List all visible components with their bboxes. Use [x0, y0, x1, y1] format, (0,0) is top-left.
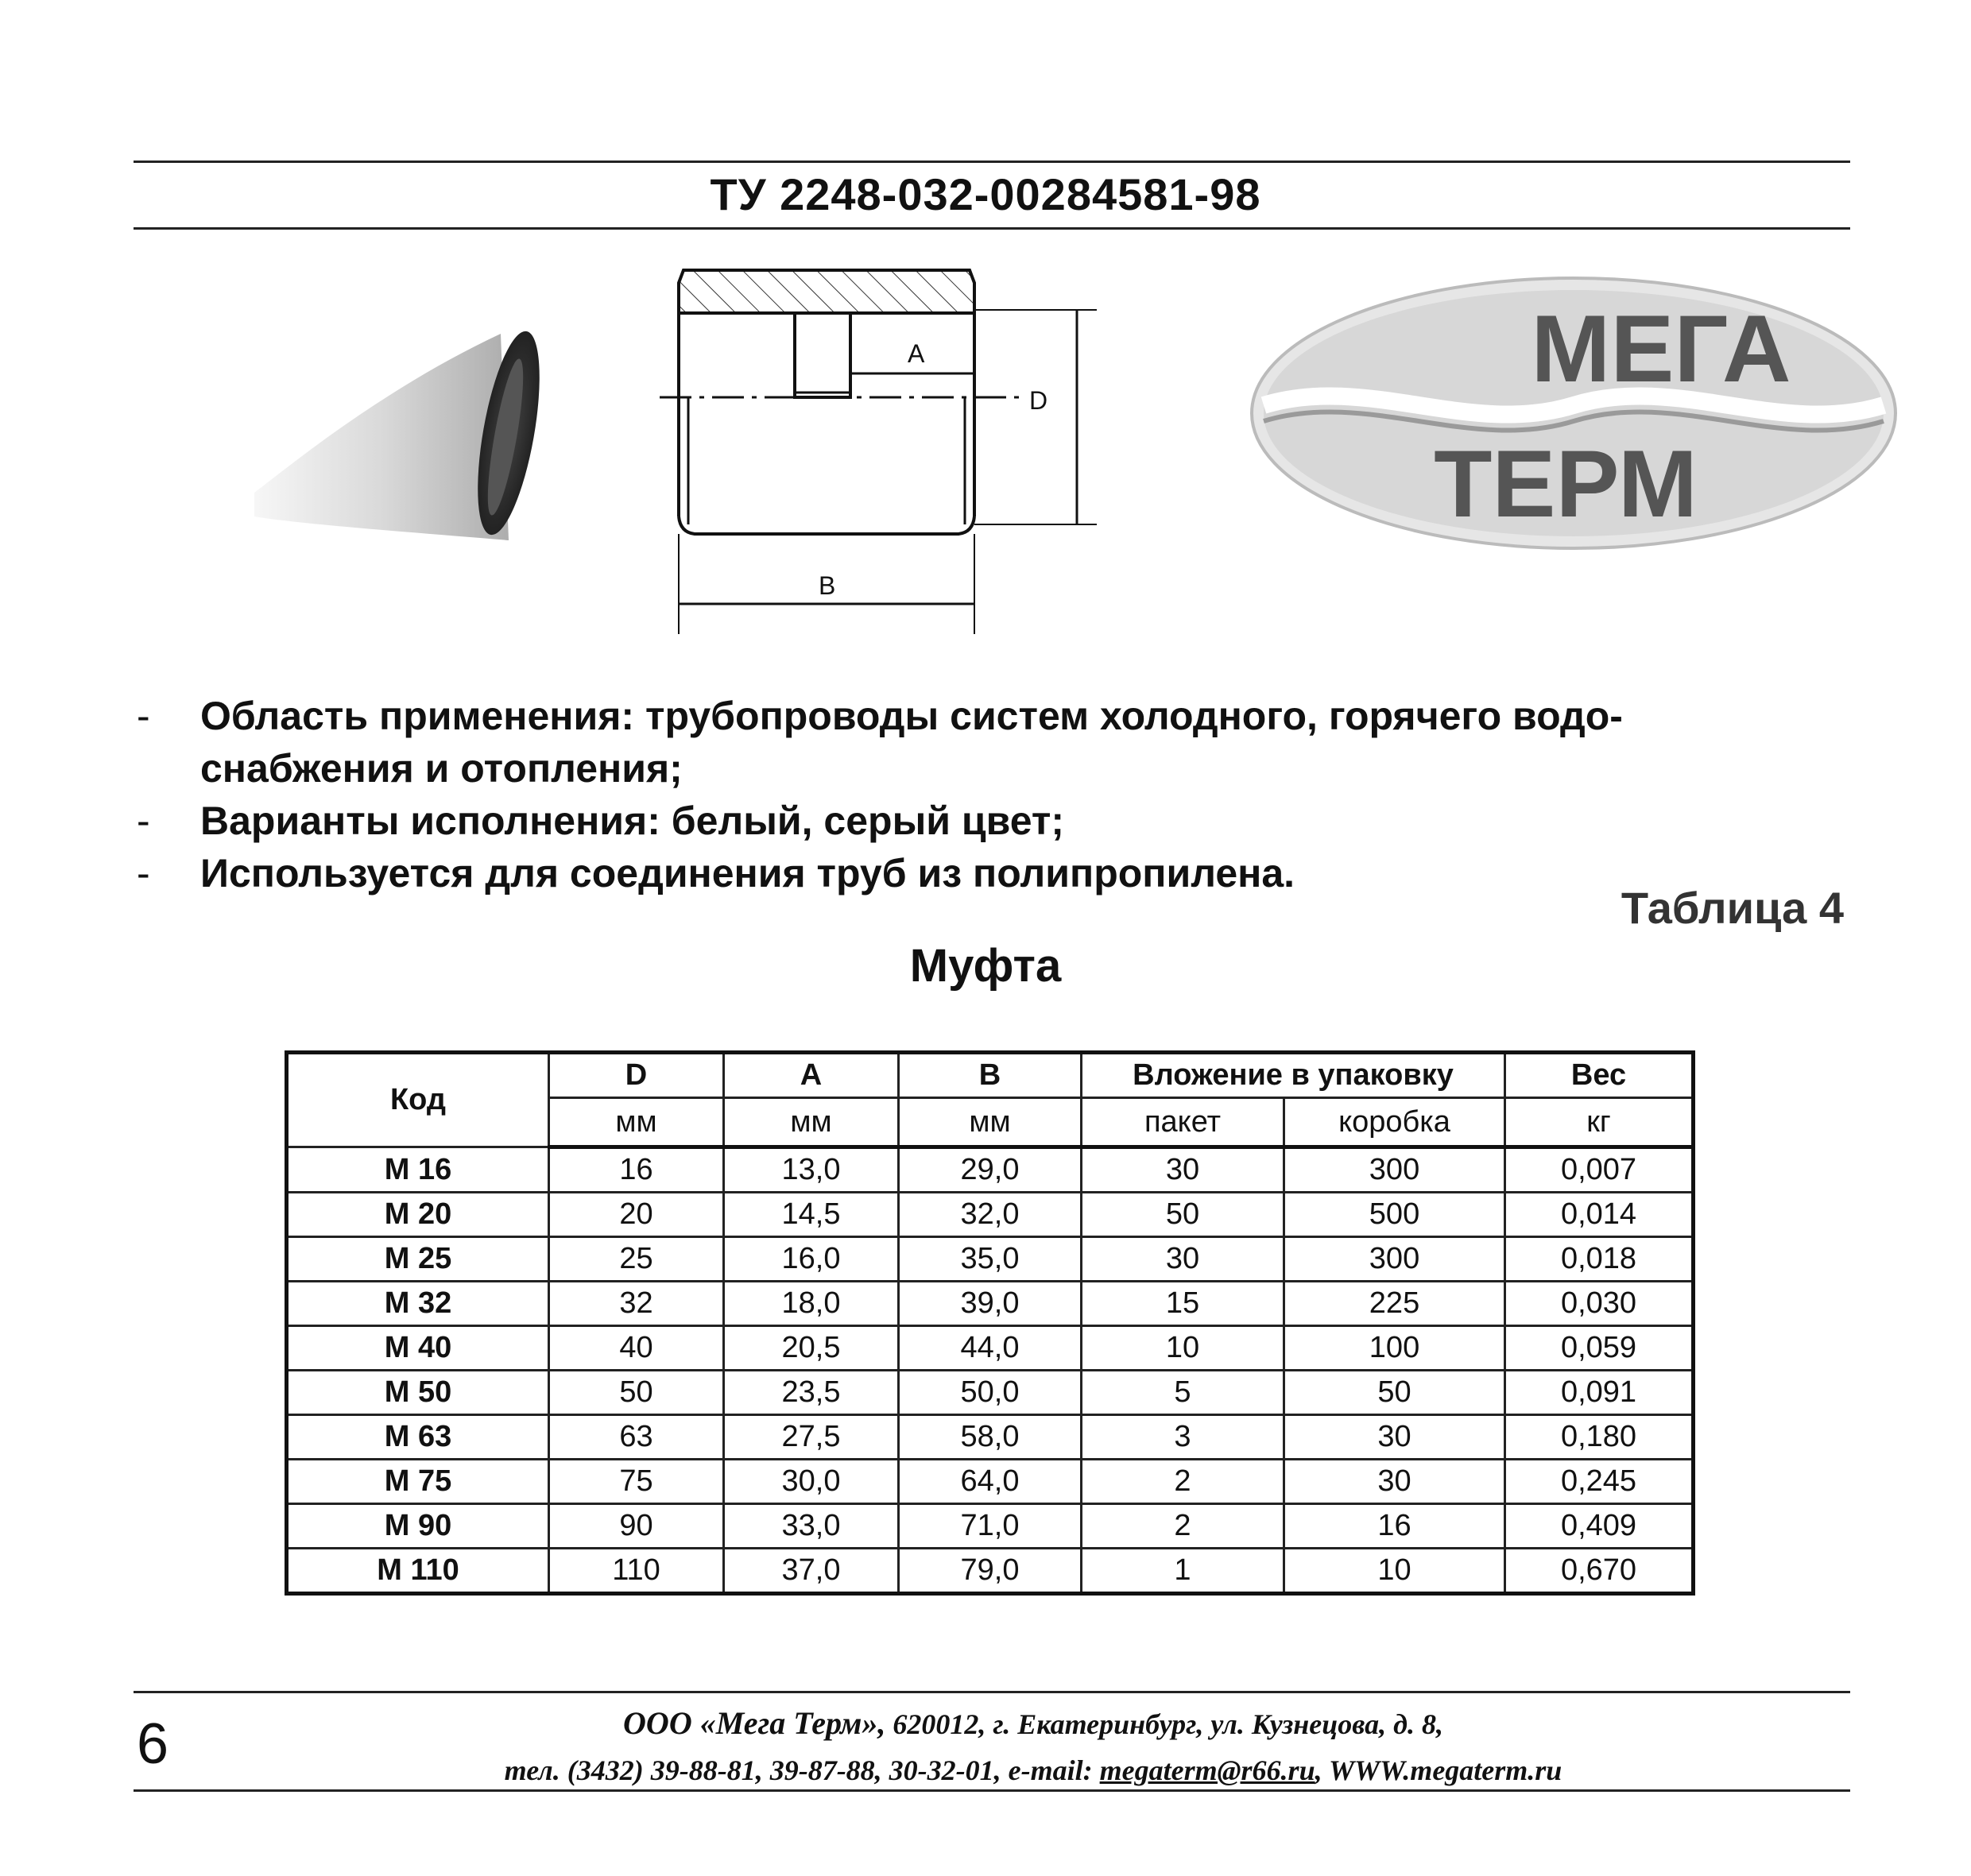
cell-box: 30 — [1284, 1415, 1505, 1460]
dimension-b-label: B — [819, 571, 836, 600]
header-packing: Вложение в упаковку — [1082, 1053, 1505, 1098]
cell-a: 37,0 — [724, 1549, 899, 1594]
product-photo — [238, 254, 556, 572]
header-top-rule — [134, 161, 1850, 163]
cell-weight: 0,180 — [1505, 1415, 1694, 1460]
cell-code: М 40 — [287, 1326, 549, 1371]
dimension-d-label: D — [1029, 386, 1048, 415]
cell-weight: 0,018 — [1505, 1237, 1694, 1282]
header-bottom-rule — [134, 227, 1850, 230]
table-header-row — [287, 1053, 1694, 1098]
table-row — [287, 1460, 1694, 1504]
technical-drawing — [652, 254, 1129, 644]
cell-d: 20 — [549, 1193, 724, 1237]
cell-code: М 50 — [287, 1371, 549, 1415]
cell-box: 300 — [1284, 1147, 1505, 1193]
footer-top-rule — [134, 1691, 1850, 1693]
header-weight: Вес — [1505, 1053, 1694, 1098]
cell-box: 500 — [1284, 1193, 1505, 1237]
cell-code: М 16 — [287, 1147, 549, 1193]
cell-b: 64,0 — [899, 1460, 1082, 1504]
cell-a: 14,5 — [724, 1193, 899, 1237]
footer-website-link[interactable]: WWW.megaterm.ru — [1328, 1754, 1562, 1786]
cell-d: 50 — [549, 1371, 724, 1415]
unit-a: мм — [724, 1098, 899, 1147]
cell-a: 20,5 — [724, 1326, 899, 1371]
cell-d: 40 — [549, 1326, 724, 1371]
header-a: A — [724, 1053, 899, 1098]
cell-a: 23,5 — [724, 1371, 899, 1415]
cell-box: 30 — [1284, 1460, 1505, 1504]
cell-b: 35,0 — [899, 1237, 1082, 1282]
table-title: Муфта — [909, 940, 1062, 992]
cell-packet: 30 — [1082, 1147, 1284, 1193]
cell-a: 33,0 — [724, 1504, 899, 1549]
footer-address: 620012, г. Екатеринбург, ул. Кузнецова, д. 8, — [893, 1708, 1443, 1740]
cell-b: 50,0 — [899, 1371, 1082, 1415]
table-row — [287, 1147, 1694, 1193]
table-row — [287, 1282, 1694, 1326]
cell-code: М 32 — [287, 1282, 549, 1326]
cell-a: 27,5 — [724, 1415, 899, 1460]
cell-b: 29,0 — [899, 1147, 1082, 1193]
cell-code: М 110 — [287, 1549, 549, 1594]
cell-weight: 0,245 — [1505, 1460, 1694, 1504]
cell-box: 50 — [1284, 1371, 1505, 1415]
cell-weight: 0,059 — [1505, 1326, 1694, 1371]
cell-b: 58,0 — [899, 1415, 1082, 1460]
cell-d: 75 — [549, 1460, 724, 1504]
cell-weight: 0,409 — [1505, 1504, 1694, 1549]
cell-weight: 0,670 — [1505, 1549, 1694, 1594]
unit-b: мм — [899, 1098, 1082, 1147]
unit-packet: пакет — [1082, 1098, 1284, 1147]
unit-box: коробка — [1284, 1098, 1505, 1147]
cell-d: 16 — [549, 1147, 724, 1193]
cell-packet: 5 — [1082, 1371, 1284, 1415]
cell-d: 90 — [549, 1504, 724, 1549]
logo-text-top: МЕГА — [1531, 296, 1791, 402]
cell-box: 10 — [1284, 1549, 1505, 1594]
table-row — [287, 1326, 1694, 1371]
header-code: Код — [287, 1053, 549, 1147]
footer-bottom-rule — [134, 1789, 1850, 1792]
cell-box: 16 — [1284, 1504, 1505, 1549]
company-logo — [1248, 254, 1899, 572]
cell-packet: 2 — [1082, 1504, 1284, 1549]
table-row — [287, 1371, 1694, 1415]
table-row — [287, 1504, 1694, 1549]
cell-box: 225 — [1284, 1282, 1505, 1326]
cell-weight: 0,014 — [1505, 1193, 1694, 1237]
cell-b: 32,0 — [899, 1193, 1082, 1237]
cell-packet: 15 — [1082, 1282, 1284, 1326]
feature-color-variants: - Варианты исполнения: белый, серый цвет; — [135, 795, 1804, 847]
cell-weight: 0,030 — [1505, 1282, 1694, 1326]
cell-packet: 1 — [1082, 1549, 1284, 1594]
table-row — [287, 1237, 1694, 1282]
header-d: D — [549, 1053, 724, 1098]
header-b: B — [899, 1053, 1082, 1098]
cell-packet: 3 — [1082, 1415, 1284, 1460]
cell-b: 71,0 — [899, 1504, 1082, 1549]
footer-email-link[interactable]: megaterm@r66.ru — [1099, 1754, 1315, 1786]
unit-d: мм — [549, 1098, 724, 1147]
page-number: 6 — [137, 1712, 169, 1776]
cell-b: 44,0 — [899, 1326, 1082, 1371]
footer-contacts: ООО «Мега Терм», 620012, г. Екатеринбург, ул. Кузнецова, д. 8, тел. (3432) 39-88-81, 39-87-88, 30-32-01, e-mail: megaterm@r66.ru, WWW.megaterm.ru — [504, 1705, 1562, 1786]
cell-d: 32 — [549, 1282, 724, 1326]
cell-a: 13,0 — [724, 1147, 899, 1193]
cell-a: 16,0 — [724, 1237, 899, 1282]
cell-weight: 0,091 — [1505, 1371, 1694, 1415]
unit-weight: кг — [1505, 1098, 1694, 1147]
cell-code: М 25 — [287, 1237, 549, 1282]
cell-b: 79,0 — [899, 1549, 1082, 1594]
cell-code: М 90 — [287, 1504, 549, 1549]
feature-application-area: - Область применения: трубопроводы систем холодного, горячего водо-снабжения и отопления; — [135, 690, 1804, 795]
cell-code: М 63 — [287, 1415, 549, 1460]
table-caption: Таблица 4 — [1621, 883, 1844, 933]
document-code: ТУ 2248-032-00284581-98 — [710, 169, 1261, 219]
feature-usage: - Используется для соединения труб из полипропилена. — [135, 847, 1804, 899]
footer-company: ООО «Мега Терм», — [623, 1705, 886, 1741]
cell-box: 300 — [1284, 1237, 1505, 1282]
cell-d: 63 — [549, 1415, 724, 1460]
cell-code: М 75 — [287, 1460, 549, 1504]
table-row — [287, 1415, 1694, 1460]
table-row — [287, 1549, 1694, 1594]
cell-box: 100 — [1284, 1326, 1505, 1371]
cell-d: 110 — [549, 1549, 724, 1594]
coupling-spec-table — [285, 1050, 1695, 1596]
cell-code: М 20 — [287, 1193, 549, 1237]
cell-packet: 2 — [1082, 1460, 1284, 1504]
cell-packet: 10 — [1082, 1326, 1284, 1371]
cell-packet: 30 — [1082, 1237, 1284, 1282]
logo-text-bottom: ТЕРМ — [1434, 431, 1698, 537]
cell-d: 25 — [549, 1237, 724, 1282]
footer-phones: тел. (3432) 39-88-81, 39-87-88, 30-32-01, e-mail: — [504, 1754, 1093, 1786]
cell-a: 30,0 — [724, 1460, 899, 1504]
cell-b: 39,0 — [899, 1282, 1082, 1326]
cell-weight: 0,007 — [1505, 1147, 1694, 1193]
cell-a: 18,0 — [724, 1282, 899, 1326]
table-row — [287, 1193, 1694, 1237]
feature-list — [135, 690, 1804, 899]
cell-packet: 50 — [1082, 1193, 1284, 1237]
table-body — [287, 1147, 1694, 1594]
dimension-a-label: A — [908, 339, 925, 368]
